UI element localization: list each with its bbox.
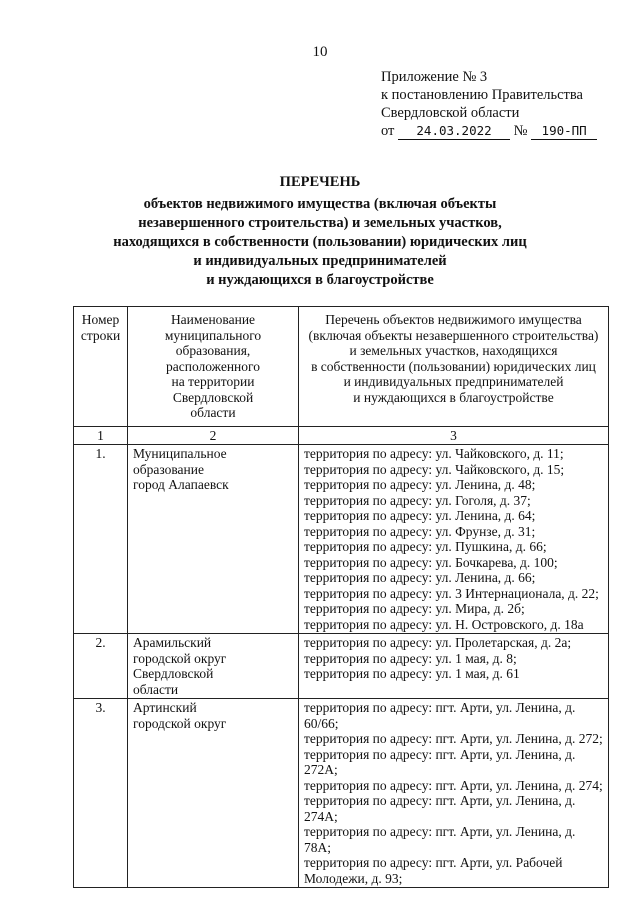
- appendix-line-3: Свердловской области: [381, 105, 520, 121]
- header-municipality: Наименование муниципального образования, расположенного на территории Свердловской области: [128, 307, 299, 427]
- table-row: [74, 445, 609, 634]
- address-item: территория по адресу: ул. Мира, д. 2б;: [304, 601, 525, 616]
- title-line: находящихся в собственности (пользовании) юридических лиц: [113, 234, 527, 250]
- title-line: объектов недвижимого имущества (включая объекты: [143, 196, 497, 212]
- address-item: территория по адресу: ул. Гоголя, д. 37;: [304, 492, 531, 508]
- address-item: территория по адресу: ул. 1 мая, д. 8;: [304, 650, 517, 666]
- decree-date: 24.03.2022: [398, 123, 510, 140]
- addresses-cell: [299, 445, 609, 634]
- address-item: территория по адресу: пгт. Арти, ул. Ленина, д. 272;: [304, 731, 603, 746]
- objects-table: [73, 306, 609, 888]
- address-item: территория по адресу: ул. Ленина, д. 64;: [304, 508, 536, 523]
- address-item: территория по адресу: ул. Ленина, д. 66;: [304, 570, 536, 585]
- date-prefix: от: [381, 123, 395, 139]
- address-item: территория по адресу: ул. Фрунзе, д. 31;: [304, 523, 536, 539]
- appendix-line-2: к постановлению Правительства: [381, 87, 583, 103]
- row-number: 1.: [74, 445, 128, 634]
- address-item: территория по адресу: ул. 3 Интернационала, д. 22;: [304, 585, 599, 601]
- column-number: 3: [299, 426, 609, 445]
- page-number: 10: [312, 44, 328, 60]
- table-row: [74, 699, 609, 888]
- table-header-row: [74, 307, 609, 427]
- addresses-cell: [299, 634, 609, 699]
- address-item: территория по адресу: пгт. Арти, ул. Рабочей Молодежи, д. 93;: [304, 855, 563, 886]
- decree-number: 190-ПП: [531, 123, 597, 140]
- municipality-name: Муниципальное образование город Алапаевск: [128, 445, 299, 634]
- column-numbers-row: [74, 426, 609, 445]
- title-line: и индивидуальных предпринимателей: [193, 253, 447, 269]
- address-item: территория по адресу: ул. Бочкарева, д. 100;: [304, 554, 558, 570]
- document-title: [0, 173, 640, 290]
- municipality-name: Арамильский городской округ Свердловской области: [128, 634, 299, 699]
- address-item: территория по адресу: ул. Чайковского, д. 15;: [304, 461, 565, 477]
- title-line: незавершенного строительства) и земельных участков,: [138, 215, 502, 231]
- address-item: территория по адресу: пгт. Арти, ул. Ленина, д. 60/66;: [304, 700, 576, 731]
- address-item: территория по адресу: пгт. Арти, ул. Ленина, д. 78А;: [304, 824, 576, 855]
- appendix-line-1: Приложение № 3: [381, 69, 488, 85]
- address-item: территория по адресу: пгт. Арти, ул. Ленина, д. 274;: [304, 777, 603, 793]
- address-item: территория по адресу: пгт. Арти, ул. Ленина, д. 274А;: [304, 793, 576, 824]
- title-line: и нуждающихся в благоустройстве: [206, 272, 434, 288]
- header-row-number: Номер строки: [74, 307, 128, 427]
- row-number: 2.: [74, 634, 128, 699]
- appendix-block: [381, 68, 597, 140]
- address-item: территория по адресу: ул. Н. Островского, д. 18а: [304, 616, 584, 632]
- address-item: территория по адресу: пгт. Арти, ул. Ленина, д. 272А;: [304, 746, 576, 777]
- table-row: [74, 634, 609, 699]
- address-item: территория по адресу: ул. 1 мая, д. 61: [304, 666, 520, 681]
- address-item: территория по адресу: ул. Ленина, д. 48;: [304, 477, 536, 492]
- municipality-name: Артинский городской округ: [128, 699, 299, 888]
- row-number: 3.: [74, 699, 128, 888]
- address-item: территория по адресу: ул. Чайковского, д. 11;: [304, 446, 564, 461]
- appendix-date-row: [381, 122, 597, 140]
- number-prefix: №: [513, 123, 528, 139]
- addresses-cell: [299, 699, 609, 888]
- address-item: территория по адресу: ул. Пушкина, д. 66;: [304, 539, 547, 554]
- column-number: 1: [74, 426, 128, 445]
- title-main: ПЕРЕЧЕНЬ: [279, 174, 361, 190]
- address-item: территория по адресу: ул. Пролетарская, д. 2а;: [304, 635, 572, 650]
- header-objects-list: Перечень объектов недвижимого имущества (включая объекты незавершенного строительства) и земельных участков, находящихся в собственности (пользовании) юридических лиц и индивидуальных предпринимателей и нуждающихся в благоустройстве: [299, 307, 609, 427]
- column-number: 2: [128, 426, 299, 445]
